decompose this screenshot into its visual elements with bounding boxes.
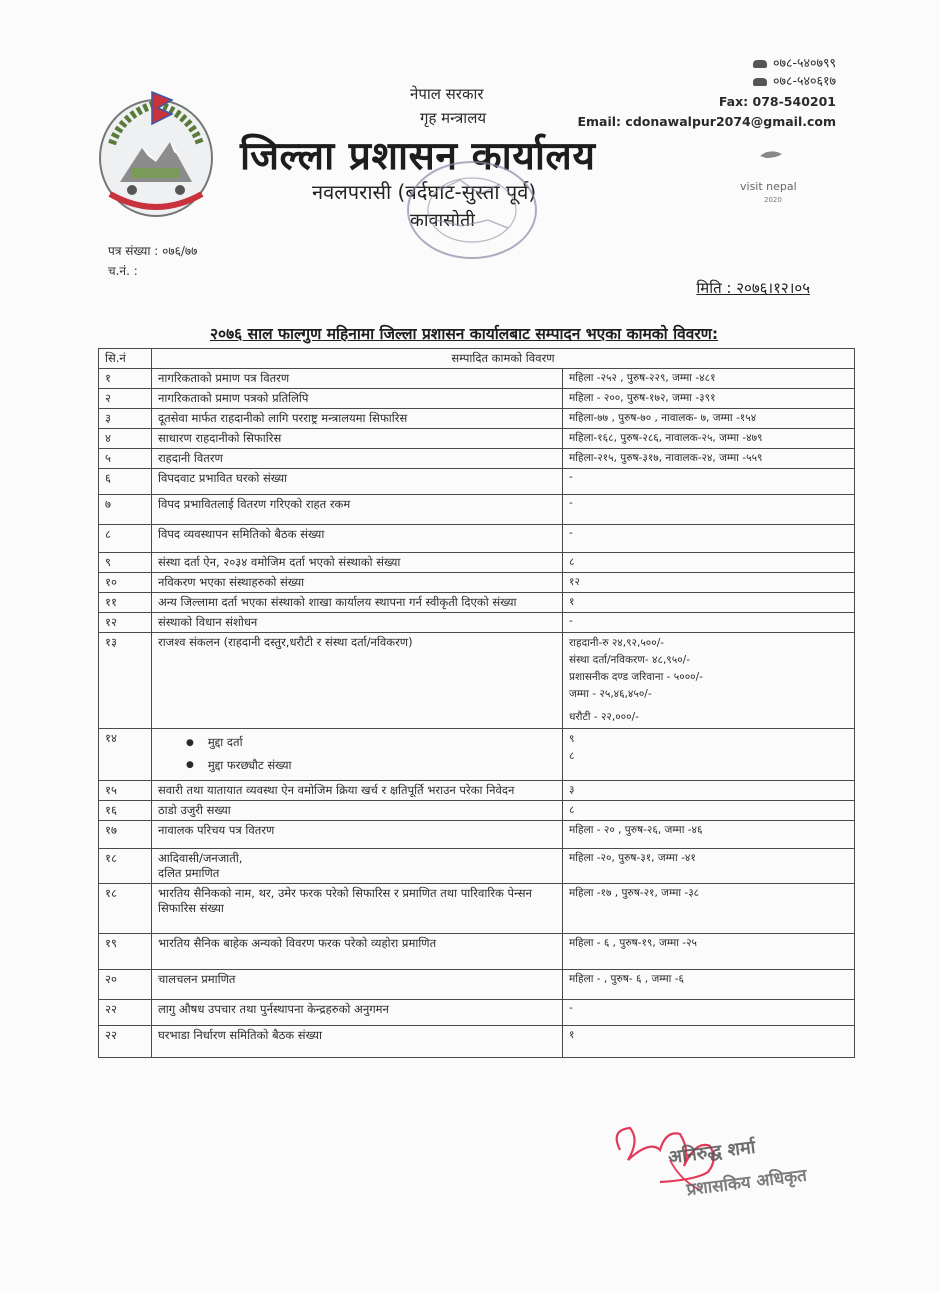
table-row: १९ भारतिय सैनिक बाहेक अन्यको विवरण फरक परेको व्यहोरा प्रमाणित महिला - ६ , पुरुष-१९, जम्मा -२५ <box>99 934 855 970</box>
revenue-deposit: धरौटी - २२,०००/- <box>569 711 639 723</box>
signatory-name: अनिरुद्ध शर्मा <box>667 1136 757 1169</box>
case-settled-count: ८ <box>569 750 575 762</box>
revenue-passport: राहदानी-रु २४,९२,५००/- <box>569 637 665 649</box>
table-row: ५ राहदानी वितरण महिला-२१५, पुरुष-३१७, नावालक-२४, जम्मा -५५९ <box>99 449 855 469</box>
table-row: २ नागरिकताको प्रमाण पत्रको प्रतिलिपि महिला - २००, पुरुष-१७२, जम्मा -३९१ <box>99 389 855 409</box>
table-row-revenue: १३ राजश्व संकलन (राहदानी दस्तुर,धरौटी र संस्था दर्ता/नविकरण) राहदानी-रु २४,९२,५००/- संस्था दर्ता/नविकरण- ४८,९५०/- प्रशासनीक दण्ड जरिवाना - ५०००/- जम्मा - २५,४६,४५०/- धरौटी - २२,०००/- <box>99 633 855 729</box>
revenue-total: जम्मा - २५,४६,४५०/- <box>569 688 652 700</box>
office-title: जिल्ला प्रशासन कार्यालय <box>240 134 596 179</box>
table-row: १७ नावालक परिचय पत्र वितरण महिला - २० , पुरुष-२६, जम्मा -४६ <box>99 821 855 849</box>
table-row: ४ साधारण राहदानीको सिफारिस महिला-१६८, पुरुष-२८६, नावालक-२५, जम्मा -४७९ <box>99 429 855 449</box>
phone-number-1: ०७८-५४०७९९ <box>753 54 836 71</box>
table-row: ९ संस्था दर्ता ऐन, २०३४ वमोजिम दर्ता भएको संस्थाको संख्या ८ <box>99 553 855 573</box>
table-row: ८ विपद व्यवस्थापन समितिको बैठक संख्या - <box>99 525 855 553</box>
phone-icon <box>753 60 767 68</box>
table-row: २२ लागु औषध उपचार तथा पुर्नस्थापना केन्द्रहरुको अनुगमन - <box>99 1000 855 1026</box>
report-title: २०७६ साल फाल्गुण महिनामा जिल्ला प्रशासन कार्यालबाट सम्पादन भएका कामको विवरण: <box>210 325 719 343</box>
email-address: Email: cdonawalpur2074@gmail.com <box>577 114 836 129</box>
table-row: १ नागरिकताको प्रमाण पत्र वितरण महिला -२५२ , पुरुष-२२९, जम्मा -४८१ <box>99 369 855 389</box>
letter-number: पत्र संख्या : ०७६/७७ <box>108 244 198 258</box>
fax-number: Fax: 078-540201 <box>718 94 836 109</box>
nepal-emblem-icon <box>92 84 220 224</box>
dispatch-number: च.नं. : <box>108 264 138 278</box>
table-row: २० चालचलन प्रमाणित महिला - , पुरुष- ६ , जम्मा -६ <box>99 970 855 1000</box>
svg-text:visit nepal: visit nepal <box>740 180 797 193</box>
case-registered: ● मुद्दा दर्ता <box>158 731 556 754</box>
office-city: कावासोती <box>410 210 475 231</box>
case-settled: ● मुद्दा फरछ्यौट संख्या <box>158 754 556 777</box>
phone-number-2: ०७८-५४०६१७ <box>753 72 836 89</box>
table-row: १० नविकरण भएका संस्थाहरुको संख्या १२ <box>99 573 855 593</box>
table-row-cases: १४ ● मुद्दा दर्ता ● मुद्दा फरछ्यौट संख्या ९ ८ <box>99 729 855 781</box>
svg-text:2020: 2020 <box>764 196 782 204</box>
col-header-desc: सम्पादित कामको विवरण <box>152 349 855 369</box>
office-stamp <box>400 150 550 280</box>
table-row: ३ दूतसेवा मार्फत राहदानीको लागि परराष्ट्र मन्त्रालयमा सिफारिस महिला-७७ , पुरुष-७० , नावालक- ७, जम्मा -१५४ <box>99 409 855 429</box>
table-row: ६ विपदवाट प्रभावित घरको संख्या - <box>99 469 855 495</box>
case-registered-count: ९ <box>569 733 575 745</box>
office-location: नवलपरासी (बर्दघाट-सुस्ता पूर्व) <box>312 180 537 204</box>
phone-icon <box>753 78 767 86</box>
table-row: १५ सवारी तथा यातायात व्यवस्था ऐन वमोजिम क्रिया खर्च र क्षतिपूर्ति भराउन परेका निवेदन ३ <box>99 781 855 801</box>
table-row: ११ अन्य जिल्लामा दर्ता भएका संस्थाको शाखा कार्यालय स्थापना गर्न स्वीकृती दिएको संख्या १ <box>99 593 855 613</box>
visit-nepal-logo <box>736 146 820 206</box>
ministry-name: गृह मन्त्रालय <box>420 109 487 127</box>
table-row: १८ आदिवासी/जनजाती, दलित प्रमाणित महिला -२०, पुरुष-३१, जम्मा -४१ <box>99 849 855 884</box>
col-header-sn: सि.नं <box>99 349 152 369</box>
table-row: १६ ठाडो उजुरी सख्या ८ <box>99 801 855 821</box>
table-row: १२ संस्थाको विधान संशोधन - <box>99 613 855 633</box>
work-report-table <box>98 348 855 1058</box>
letter-date: मिति : २०७६।१२।०५ <box>696 279 810 297</box>
table-header-row <box>99 349 855 369</box>
revenue-penalty: प्रशासनीक दण्ड जरिवाना - ५०००/- <box>569 671 703 683</box>
table-row: ७ विपद प्रभावितलाई वितरण गरिएको राहत रकम - <box>99 495 855 525</box>
country-name: नेपाल सरकार <box>410 85 484 103</box>
table-row: २२ घरभाडा निर्धारण समितिको बैठक संख्या १ <box>99 1026 855 1058</box>
signatory-title: प्रशासकिय अधिकृत <box>685 1165 808 1201</box>
table-row: १८ भारतिय सैनिकको नाम, थर, उमेर फरक परेको सिफारिस र प्रमाणित तथा पारिवारिक पेन्सन सिफारिस संख्या महिला -१७ , पुरुष-२१, जम्मा -३८ <box>99 884 855 934</box>
revenue-registration: संस्था दर्ता/नविकरण- ४८,९५०/- <box>569 654 690 666</box>
